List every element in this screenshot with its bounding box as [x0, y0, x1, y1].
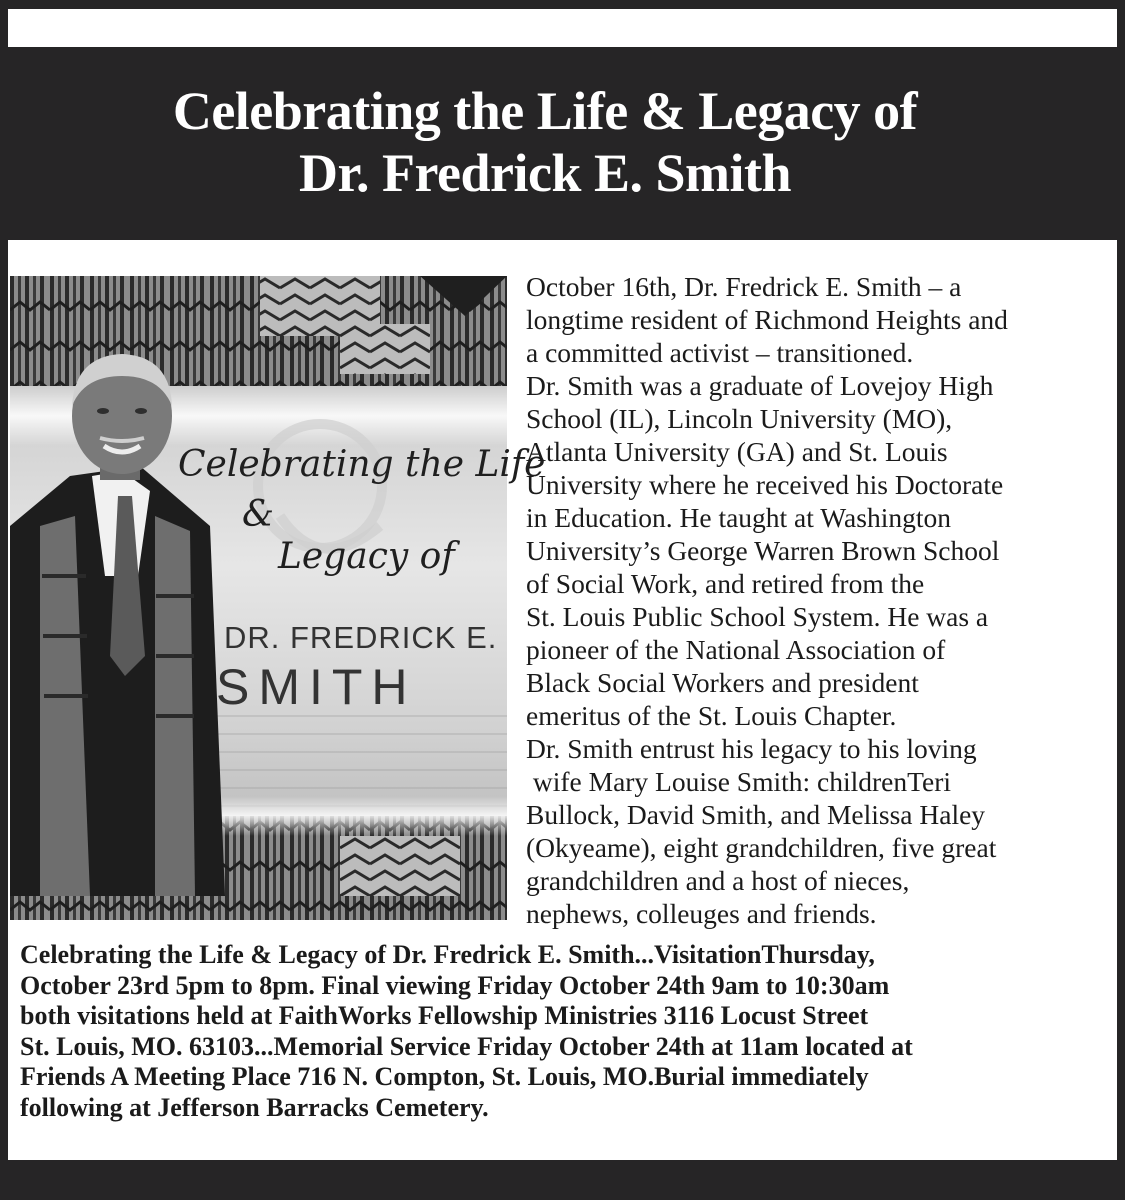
service-line: following at Jefferson Barracks Cemetery.	[20, 1092, 489, 1122]
service-line: Friends A Meeting Place 716 N. Compton, St. Louis, MO.Burial immediately	[20, 1062, 869, 1091]
bio-line: emeritus of the St. Louis Chapter.	[526, 700, 897, 731]
bio-line: in Education. He taught at Washington	[526, 502, 951, 533]
title-line-1: Celebrating the Life & Legacy of	[172, 81, 918, 141]
script-line-1: Celebrating the Life	[178, 444, 546, 485]
bio-line: grandchildren and a host of nieces,	[526, 865, 910, 896]
bio-line: a committed activist – transitioned.	[526, 337, 914, 368]
bio-line: (Okyeame), eight grandchildren, five great	[526, 832, 997, 863]
content-panel	[8, 240, 1117, 1160]
bio-line: nephews, colleuges and friends.	[526, 898, 877, 929]
bio-line: St. Louis Public School System. He was a	[526, 601, 989, 632]
service-line: Celebrating the Life & Legacy of Dr. Fredrick E. Smith...VisitationThursday,	[20, 940, 875, 969]
bio-line: Dr. Smith entrust his legacy to his loving	[526, 733, 977, 764]
bio-line: longtime resident of Richmond Heights and	[526, 304, 1008, 335]
bio-line: October 16th, Dr. Fredrick E. Smith – a	[526, 271, 962, 302]
bio-line: University where he received his Doctorate	[526, 469, 1004, 500]
title-line-2: Dr. Fredrick E. Smith	[298, 143, 791, 203]
bio-line: Bullock, David Smith, and Melissa Haley	[526, 799, 986, 830]
bio-line: pioneer of the National Association of	[526, 634, 946, 665]
service-line: St. Louis, MO. 63103...Memorial Service Friday October 24th at 11am located at	[20, 1031, 913, 1061]
service-line: October 23rd 5pm to 8pm. Final viewing Friday October 24th 9am to 10:30am	[20, 970, 890, 1000]
bio-line: wife Mary Louise Smith: childrenTeri	[526, 766, 951, 797]
service-line: both visitations held at FaithWorks Fellowship Ministries 3116 Locust Street	[20, 1001, 869, 1030]
image-name-line-1: DR. FREDRICK E.	[224, 620, 498, 655]
tribute-photo	[10, 276, 546, 920]
image-name-line-2: SMITH	[216, 659, 417, 715]
top-border-strip	[8, 9, 1117, 47]
bio-line: School (IL), Lincoln University (MO),	[526, 403, 953, 434]
bio-line: Dr. Smith was a graduate of Lovejoy High	[526, 370, 994, 401]
page-title	[0, 80, 1090, 204]
script-line-2: &	[242, 494, 275, 535]
bio-line: Atlanta University (GA) and St. Louis	[526, 436, 948, 467]
service-details	[20, 940, 1110, 1123]
bio-line: of Social Work, and retired from the	[526, 568, 925, 599]
bio-line: Black Social Workers and president	[526, 667, 919, 698]
biography-text	[526, 270, 1116, 930]
bio-line: University’s George Warren Brown School	[526, 535, 1000, 566]
script-line-3: Legacy of	[278, 536, 455, 577]
